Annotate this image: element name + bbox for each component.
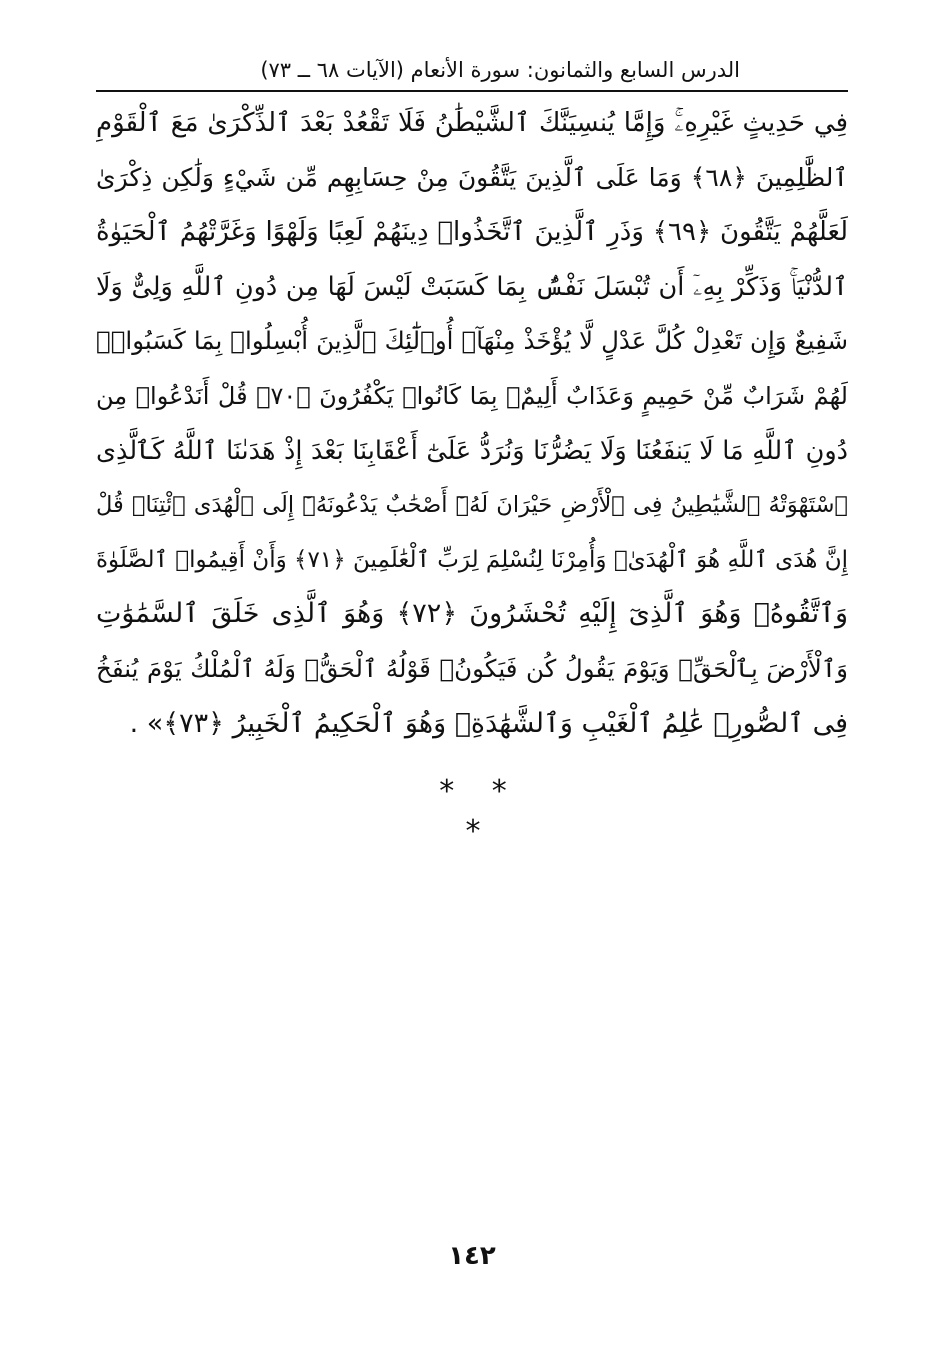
verse-line: وَٱلْأَرْضَ بِٱلْحَقِّۖ وَيَوْمَ يَقُولُ كُن فَيَكُونُۚ قَوْلُهُ ٱلْحَقُّۚ وَلَهُ ٱلْمُلْكُ يَوْمَ يُنفَخُ bbox=[96, 653, 848, 683]
verse-line: دُونِ ٱللَّهِ مَا لَا يَنفَعُنَا وَلَا يَضُرُّنَا وَنُرَدُّ عَلَىٰٓ أَعْقَابِنَا بَعْدَ إِذْ هَدَىٰنَا ٱللَّهُ كَٱلَّذِى bbox=[96, 435, 848, 466]
verse-line: ٱلظَّٰلِمِينَ ﴿٦٨﴾ وَمَا عَلَى ٱلَّذِينَ يَتَّقُونَ مِنْ حِسَابِهِم مِّن شَيْءٍ وَلَٰكِن ذِكْرَىٰ bbox=[96, 162, 848, 192]
verse-line: لَهُمْ شَرَابٌ مِّنْ حَمِيمٍ وَعَذَابٌ أَلِيمٌۢ بِمَا كَانُوا۟ يَكْفُرُونَ ﴿٧٠﴾ قُلْ أَنَدْعُوا۟ مِن bbox=[96, 381, 848, 410]
verse-line: لَعَلَّهُمْ يَتَّقُونَ ﴿٦٩﴾ وَذَرِ ٱلَّذِينَ ٱتَّخَذُوا۟ دِينَهُمْ لَعِبًا وَلَهْوًا وَغَرَّتْهُمُ ٱلْحَيَوٰةُ bbox=[96, 217, 848, 248]
verse-line: ٱسْتَهْوَتْهُ ٱلشَّيَٰطِينُ فِى ٱلْأَرْضِ حَيْرَانَ لَهُۥٓ أَصْحَٰبٌ يَدْعُونَهُۥٓ إِلَى ٱلْهُدَى ٱئْتِنَاۗ قُلْ bbox=[96, 492, 848, 519]
verse-line: وَٱتَّقُوهُۚ وَهُوَ ٱلَّذِىٓ إِلَيْهِ تُحْشَرُونَ ﴿٧٢﴾ وَهُوَ ٱلَّذِى خَلَقَ ٱلسَّمَٰوَٰتِ bbox=[96, 598, 848, 630]
section-separator: * * * bbox=[439, 774, 521, 849]
verse-line: إِنَّ هُدَى ٱللَّهِ هُوَ ٱلْهُدَىٰۖ وَأُمِرْنَا لِنُسْلِمَ لِرَبِّ ٱلْعَٰلَمِينَ ﴿٧١﴾ وَأَنْ أَقِيمُوا۟ ٱلصَّلَوٰةَ bbox=[96, 546, 848, 573]
verse-line: ٱلدُّنْيَاۚ وَذَكِّرْ بِهِۦٓ أَن تُبْسَلَ نَفْسٌۢ بِمَا كَسَبَتْ لَيْسَ لَهَا مِن دُونِ ٱللَّهِ وَلِىٌّ وَلَا bbox=[96, 271, 848, 302]
verse-line: شَفِيعٌ وَإِن تَعْدِلْ كُلَّ عَدْلٍ لَّا يُؤْخَذْ مِنْهَآۗ أُو۟لَٰٓئِكَ ٱلَّذِينَ أُبْسِلُوا۟ بِمَا كَسَبُوا۟ۖ bbox=[96, 326, 848, 356]
verse-line: فِي حَدِيثٍ غَيْرِهِۦۚ وَإِمَّا يُنسِيَنَّكَ ٱلشَّيْطَٰنُ فَلَا تَقْعُدْ بَعْدَ ٱلذِّكْرَىٰ مَعَ ٱلْقَوْمِ bbox=[96, 108, 848, 138]
verse-line: فِى ٱلصُّورِۚ عَٰلِمُ ٱلْغَيْبِ وَٱلشَّهَٰدَةِۚ وَهُوَ ٱلْحَكِيمُ ٱلْخَبِيرُ ﴿٧٣﴾» . bbox=[129, 707, 848, 739]
quran-verses-block bbox=[96, 96, 848, 751]
lesson-header: الدرس السابع والثمانون: سورة الأنعام (الآيات ٦٨ ــ ٧٣) bbox=[260, 58, 740, 82]
page-number: ١٤٢ bbox=[448, 1241, 496, 1271]
header-divider bbox=[96, 90, 848, 92]
